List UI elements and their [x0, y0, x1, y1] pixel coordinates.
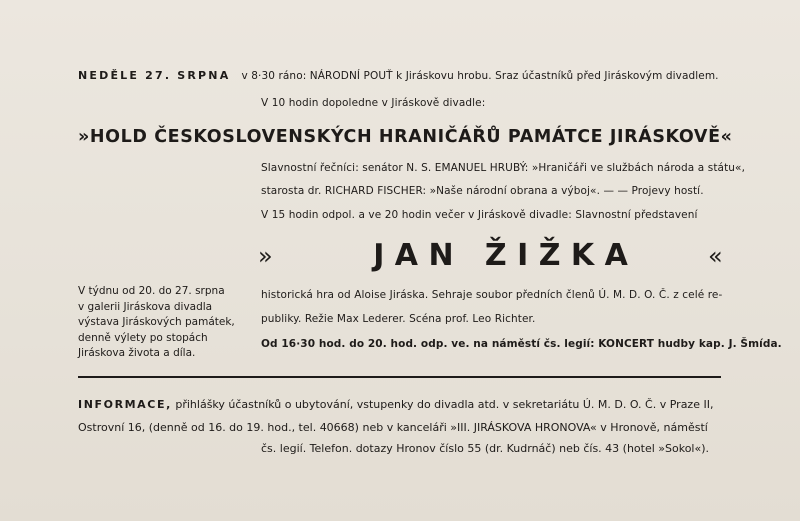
info-line-3: čs. legií. Telefon. dotazy Hronov číslo 55 (dr. Kudrnáč) neb čís. 43 (hotel »Sokol«). — [261, 442, 710, 455]
exhibition-note-line: V týdnu od 20. do 27. srpna — [78, 285, 225, 297]
info-line-1-text: přihlášky účastníků o ubytování, vstupenky do divadla atd. v sekretariátu Ú. M. D. O. Č. v Praze II, — [175, 398, 714, 411]
exhibition-note-line: v galerii Jiráskova divadla — [78, 300, 213, 313]
play-title-close-quote: « — [708, 242, 723, 270]
info-line-1 — [78, 399, 713, 410]
play-title-open-quote: » — [258, 242, 273, 270]
info-line-2: Ostrovní 16, (denně od 16. do 19. hod., tel. 40668) neb v kanceláři »III. JIRÁSKOVA HRONOVA« v Hronově, náměstí — [78, 421, 708, 434]
concert-line: Od 16·30 hod. do 20. hod. odp. ve. na náměstí čs. legií: KONCERT hudby kap. J. Šmída. — [261, 338, 782, 350]
schedule-line-1 — [78, 64, 719, 83]
info-label: INFORMACE, — [78, 398, 172, 411]
exhibition-note-line: denně výlety po stopách — [78, 331, 208, 344]
speakers-line-2: starosta dr. RICHARD FISCHER: »Naše národní obrana a výboj«. — — Projevy hostí. — [261, 185, 704, 197]
exhibition-note — [78, 284, 235, 362]
hold-title: »HOLD ČESKOSLOVENSKÝCH HRANIČÁŘŮ PAMÁTCE JIRÁSKOVĚ« — [78, 127, 733, 147]
exhibition-note-line: výstava Jiráskových památek, — [78, 316, 235, 328]
play-description-line-1: historická hra od Aloise Jiráska. Sehraje soubor předních členů Ú. M. D. O. Č. z celé re- — [261, 289, 723, 301]
horizontal-divider — [78, 376, 721, 378]
morning-program-line: V 10 hodin dopoledne v Jiráskově divadle: — [261, 97, 486, 109]
date-label: NEDĚLE 27. SRPNA — [78, 69, 231, 82]
evening-program-line: V 15 hodin odpol. a ve 20 hodin večer v Jiráskově divadle: Slavnostní představení — [261, 209, 698, 221]
pilgrimage-text: v 8·30 ráno: NÁRODNÍ POUŤ k Jiráskovu hrobu. Sraz účastníků před Jiráskovým divadlem. — [241, 70, 719, 82]
play-description-line-2: publiky. Režie Max Lederer. Scéna prof. Leo Richter. — [261, 313, 536, 325]
exhibition-note-line: Jiráskova života a díla. — [78, 347, 196, 359]
play-title-text: J A N Ž I Ž K A — [373, 238, 628, 273]
speakers-line-1: Slavnostní řečníci: senátor N. S. EMANUEL HRUBÝ: »Hraničáři ve službách národa a státu«, — [261, 162, 746, 174]
play-title — [258, 238, 724, 278]
